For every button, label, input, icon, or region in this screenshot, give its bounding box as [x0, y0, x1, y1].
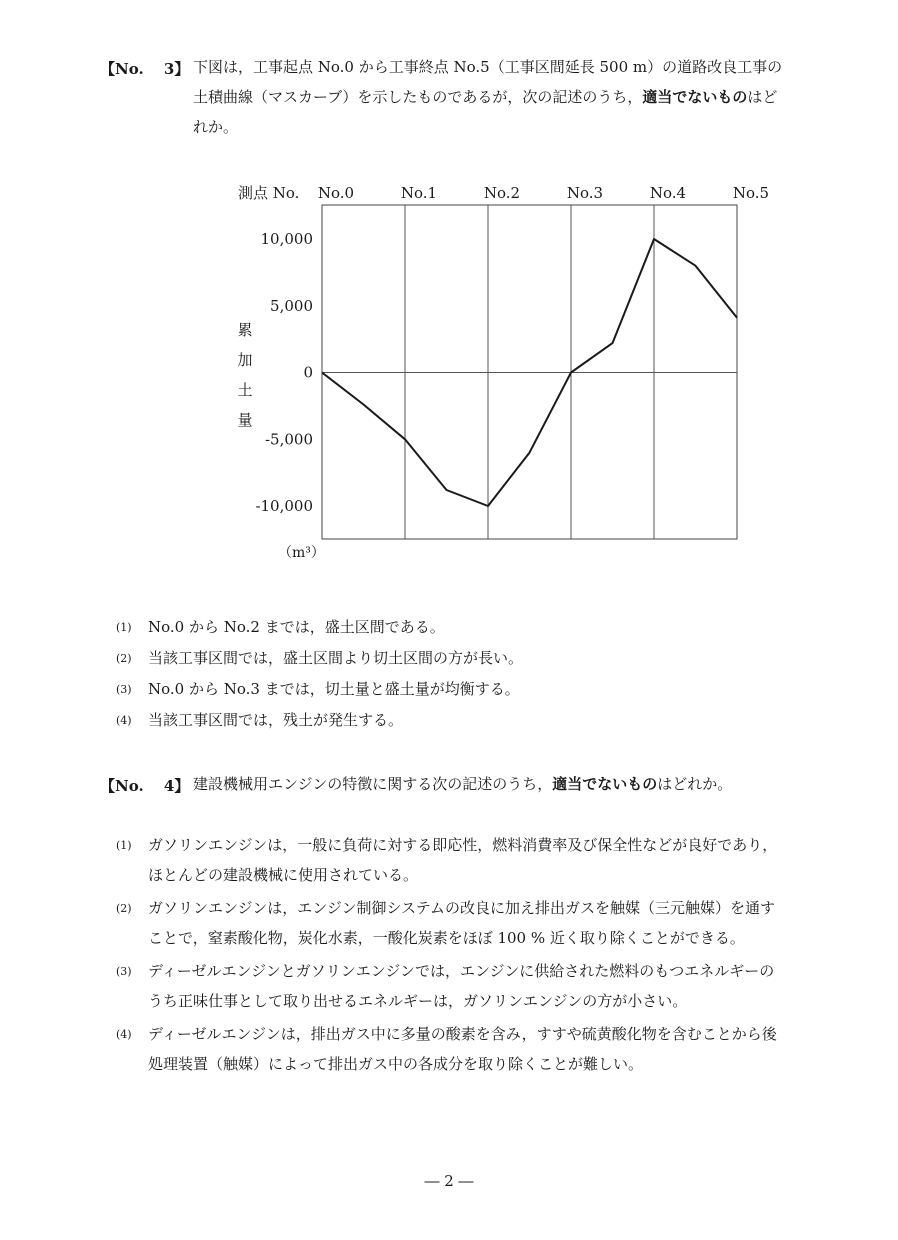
- x-tick-label: No.2: [483, 184, 521, 202]
- y-axis-label-char: 土: [237, 381, 253, 399]
- question-3-line-2-b: はど: [747, 88, 778, 106]
- page-number: ― 2 ―: [424, 1172, 474, 1190]
- q4-option-4-text: [148, 1019, 808, 1079]
- chart-x-labels: [238, 184, 769, 202]
- q4-option-2-line-2: ことで，窒素酸化物，炭化水素，一酸化炭素をほぼ 100 % 近く取り除くことができる。: [148, 929, 745, 947]
- y-axis-label-char: 加: [237, 351, 253, 369]
- q4-option-1-line-2: ほとんどの建設機械に使用されている。: [148, 866, 419, 884]
- question-4-line-1-a: 建設機械用エンジンの特徴に関する次の記述のうち，: [193, 775, 553, 793]
- y-tick-label: 5,000: [270, 296, 313, 315]
- question-3-line-3: れか。: [193, 118, 239, 136]
- question-3-line-1: 下図は，工事起点 No.0 から工事終点 No.5（工事区間延長 500 m）の道路改良工事の: [193, 58, 783, 76]
- unit-label: （m³）: [278, 545, 325, 561]
- x-tick-label: No.5: [732, 184, 770, 202]
- x-tick-label: No.4: [649, 184, 687, 202]
- station-header: 測点 No.: [238, 184, 300, 202]
- q3-option-2-text: 当該工事区間では，盛土区間より切土区間の方が長い。: [148, 649, 524, 667]
- q4-option-1-text: [148, 830, 808, 890]
- q4-option-2-line-1: ガソリンエンジンは，エンジン制御システムの改良に加え排出ガスを触媒（三元触媒）を通す: [148, 899, 776, 917]
- q4-option-3-text: [148, 956, 808, 1016]
- chart-y-labels: [237, 230, 324, 561]
- q4-option-3-line-2: うち正味仕事として取り出せるエネルギーは，ガソリンエンジンの方が小さい。: [148, 992, 688, 1010]
- q4-option-4-line-1: ディーゼルエンジンは，排出ガス中に多量の酸素を含み，すすや硫黄酸化物を含むことから後: [148, 1025, 777, 1043]
- mass-curve-chart: [0, 0, 898, 600]
- question-3-emphasis: 適当でないもの: [642, 88, 748, 106]
- q4-option-2-number: (2): [116, 902, 132, 915]
- q4-option-2-text: [148, 893, 808, 953]
- q3-option-4-number: (4): [116, 714, 132, 727]
- q3-option-3-text: No.0 から No.3 までは，切土量と盛土量が均衡する。: [148, 680, 520, 698]
- y-tick-label: 10,000: [260, 230, 313, 248]
- question-4-emphasis: 適当でないもの: [552, 775, 658, 793]
- q4-option-1-number: (1): [116, 839, 132, 852]
- question-4-line-1-b: はどれか。: [657, 775, 733, 793]
- question-3-number: 【No. 3】: [100, 60, 190, 78]
- question-4-number: 【No. 4】: [100, 777, 190, 795]
- question-4-stem: [193, 769, 833, 799]
- y-axis-label-char: 量: [237, 411, 253, 429]
- x-tick-label: No.0: [317, 184, 355, 202]
- q3-option-2-number: (2): [116, 652, 132, 665]
- q4-option-3-number: (3): [116, 965, 132, 978]
- q4-option-4-line-2: 処理装置（触媒）によって排出ガス中の各成分を取り除くことが難しい。: [148, 1055, 644, 1073]
- q3-option-3-number: (3): [116, 683, 132, 696]
- q3-option-1-number: (1): [116, 621, 132, 634]
- x-tick-label: No.1: [400, 184, 438, 202]
- y-tick-label: -5,000: [264, 430, 313, 449]
- y-tick-label: -10,000: [255, 497, 313, 515]
- q4-option-4-number: (4): [116, 1028, 132, 1041]
- chart-grid: [322, 205, 737, 539]
- y-axis-label-char: 累: [237, 321, 253, 339]
- q4-option-1-line-1: ガソリンエンジンは，一般に負荷に対する即応性，燃料消費率及び保全性などが良好であり，: [148, 836, 778, 854]
- q3-option-1-text: No.0 から No.2 までは，盛土区間である。: [148, 618, 445, 636]
- q4-option-3-line-1: ディーゼルエンジンとガソリンエンジンでは，エンジンに供給された燃料のもつエネルギーの: [148, 962, 775, 980]
- x-tick-label: No.3: [566, 184, 604, 202]
- q3-option-4-text: 当該工事区間では，残土が発生する。: [148, 711, 404, 729]
- y-tick-label: 0: [303, 363, 313, 382]
- question-3-line-2-a: 土積曲線（マスカーブ）を示したものであるが，次の記述のうち，: [193, 88, 643, 106]
